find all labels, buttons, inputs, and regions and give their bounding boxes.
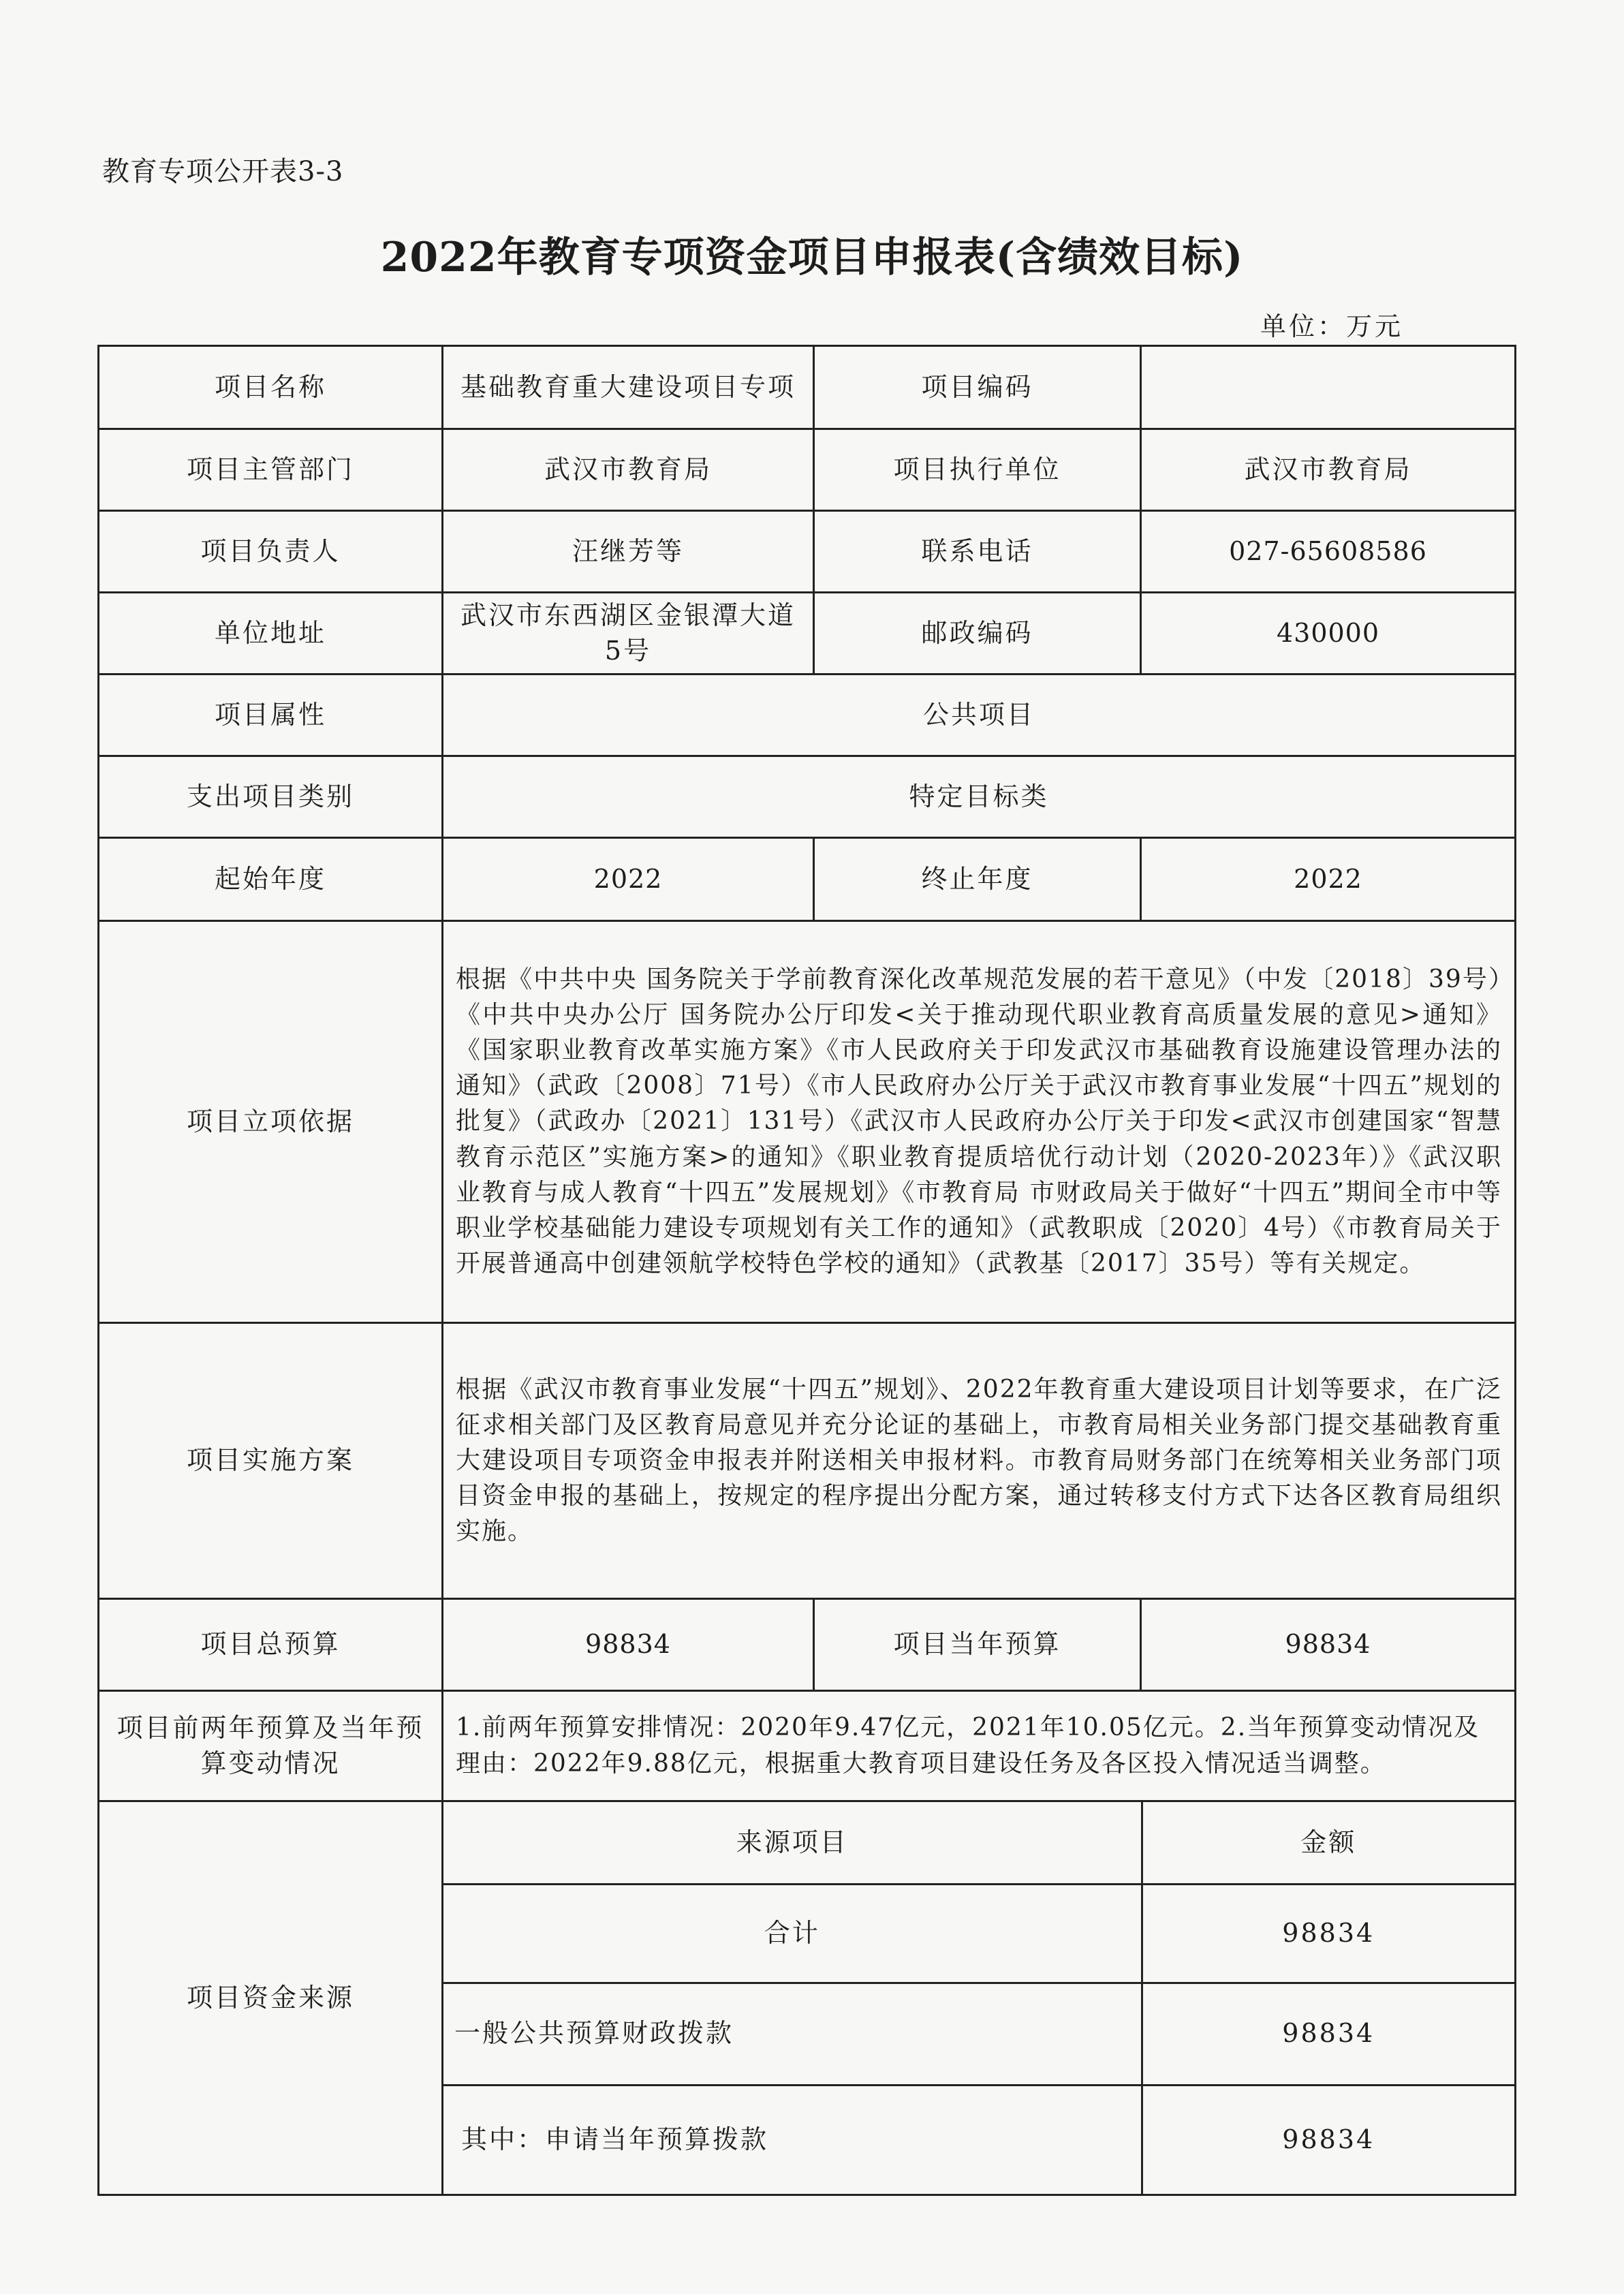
label-changes: 项目前两年预算及当年预算变动情况 <box>99 1691 443 1801</box>
value-category: 特定目标类 <box>443 756 1516 838</box>
label-plan: 项目实施方案 <box>99 1323 443 1599</box>
funding-col-amount: 金额 <box>1142 1802 1514 1884</box>
funding-subtable <box>443 1802 1514 2194</box>
value-address: 武汉市东西湖区金银潭大道5号 <box>443 593 814 675</box>
funding-source-current: 其中：申请当年预算拨款 <box>443 2085 1142 2194</box>
value-project-name: 基础教育重大建设项目专项 <box>443 346 814 429</box>
label-end-year: 终止年度 <box>814 838 1141 921</box>
funding-amount-total: 98834 <box>1142 1884 1514 1983</box>
value-exec-unit: 武汉市教育局 <box>1141 429 1516 511</box>
row-funding <box>99 1801 1516 2195</box>
label-start-year: 起始年度 <box>99 838 443 921</box>
label-project-code: 项目编码 <box>814 346 1141 429</box>
row-plan <box>99 1323 1516 1599</box>
value-changes: 1.前两年预算安排情况：2020年9.47亿元，2021年10.05亿元。2.当年预算变动情况及理由：2022年9.88亿元，根据重大教育项目建设任务及各区投入情况适当调整。 <box>443 1691 1516 1801</box>
row-department <box>99 429 1516 511</box>
funding-amount-current: 98834 <box>1282 2124 1375 2155</box>
row-changes <box>99 1691 1516 1801</box>
funding-subtable-cell <box>443 1801 1516 2195</box>
funding-amount-general: 98834 <box>1142 1983 1514 2085</box>
label-postcode: 邮政编码 <box>814 593 1141 675</box>
application-form-table <box>97 345 1516 2196</box>
label-leader: 项目负责人 <box>99 511 443 593</box>
document-code: 教育专项公开表3-3 <box>102 156 344 187</box>
label-phone: 联系电话 <box>814 511 1141 593</box>
document-title: 2022年教育专项资金项目申报表(含绩效目标) <box>380 234 1244 281</box>
value-end-year: 2022 <box>1141 838 1516 921</box>
label-basis: 项目立项依据 <box>99 921 443 1323</box>
funding-header-row <box>443 1802 1514 1884</box>
value-phone: 027-65608586 <box>1141 511 1516 593</box>
value-postcode: 430000 <box>1141 593 1516 675</box>
label-department: 项目主管部门 <box>99 429 443 511</box>
row-category <box>99 756 1516 838</box>
row-basis <box>99 921 1516 1323</box>
row-budget <box>99 1599 1516 1691</box>
row-project-name <box>99 346 1516 429</box>
label-address: 单位地址 <box>99 593 443 675</box>
value-plan: 根据《武汉市教育事业发展“十四五”规划》、2022年教育重大建设项目计划等要求，在广泛征求相关部门及区教育局意见并充分论证的基础上，市教育局相关业务部门提交基础教育重大建设项目专项资金申报表并附送相关申报材料。市教育局财务部门在统筹相关业务部门项目资金申报的基础上，按规定的程序提出分配方案，通过转移支付方式下达各区教育局组织实施。 <box>443 1323 1516 1599</box>
row-years <box>99 838 1516 921</box>
label-category: 支出项目类别 <box>99 756 443 838</box>
label-year-budget: 项目当年预算 <box>814 1599 1141 1691</box>
funding-row <box>443 1983 1514 2085</box>
value-attribute: 公共项目 <box>443 675 1516 756</box>
funding-row <box>443 1884 1514 1983</box>
value-leader: 汪继芳等 <box>443 511 814 593</box>
unit-label: 单位：万元 <box>1260 311 1404 341</box>
funding-col-source: 来源项目 <box>443 1802 1142 1884</box>
value-year-budget: 98834 <box>1141 1599 1516 1691</box>
value-start-year: 2022 <box>443 838 814 921</box>
label-exec-unit: 项目执行单位 <box>814 429 1141 511</box>
row-address <box>99 593 1516 675</box>
label-funding: 项目资金来源 <box>99 1801 443 2195</box>
row-attribute <box>99 675 1516 756</box>
value-basis: 根据《中共中央 国务院关于学前教育深化改革规范发展的若干意见》（中发〔2018〕39号）《中共中央办公厅 国务院办公厅印发<关于推动现代职业教育高质量发展的意见>通知》《国家职业教育改革实施方案》《市人民政府关于印发武汉市基础教育设施建设管理办法的通知》（武政〔2008〕71号）《市人民政府办公厅关于武汉市教育事业发展“十四五”规划的批复》（武政办〔2021〕131号）《武汉市人民政府办公厅关于印发<武汉市创建国家“智慧教育示范区”实施方案>的通知》《职业教育提质培优行动计划（2020-2023年）》《武汉职业教育与成人教育“十四五”发展规划》《市教育局 市财政局关于做好“十四五”期间全市中等职业学校基础能力建设专项规划有关工作的通知》（武教职成〔2020〕4号）《市教育局关于开展普通高中创建领航学校特色学校的通知》（武教基〔2017〕35号）等有关规定。 <box>443 921 1516 1323</box>
value-project-code <box>1141 346 1516 429</box>
label-project-name: 项目名称 <box>99 346 443 429</box>
row-leader <box>99 511 1516 593</box>
label-attribute: 项目属性 <box>99 675 443 756</box>
value-department: 武汉市教育局 <box>443 429 814 511</box>
funding-row <box>443 2085 1514 2194</box>
funding-source-general: 一般公共预算财政拨款 <box>443 1983 1142 2085</box>
value-total-budget: 98834 <box>443 1599 814 1691</box>
label-total-budget: 项目总预算 <box>99 1599 443 1691</box>
funding-source-total: 合计 <box>443 1884 1142 1983</box>
